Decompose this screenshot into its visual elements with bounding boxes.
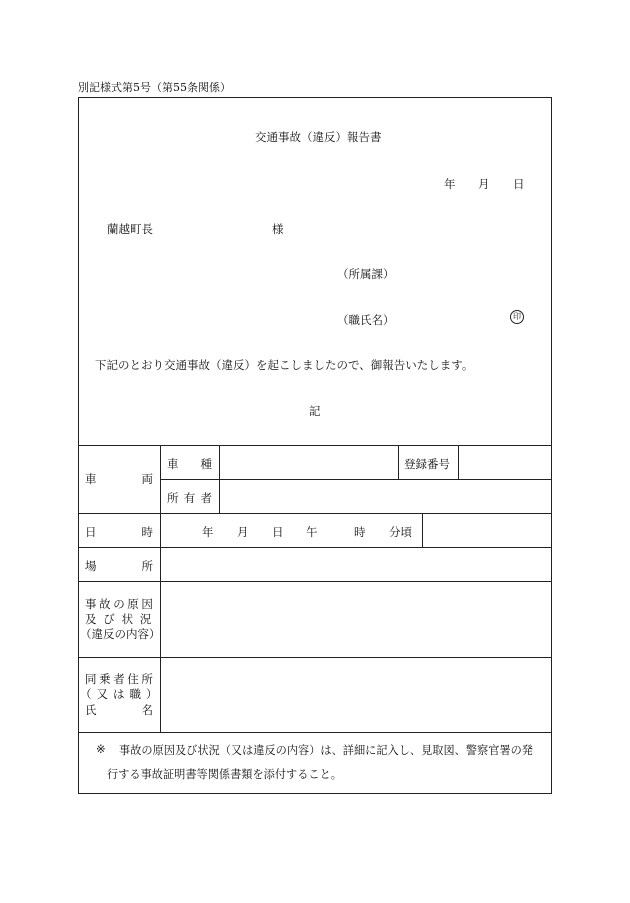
datetime-bottom-line — [78, 547, 552, 548]
owner-text-1: 所 — [167, 491, 179, 505]
datetime-end-line — [422, 513, 423, 547]
cause-label-line-2: 及び状況 — [85, 612, 159, 626]
place-label — [85, 558, 153, 574]
name-label: （職氏名） — [337, 313, 395, 327]
passenger-name-text-2: 名 — [141, 703, 153, 717]
registration-right-line — [458, 445, 459, 479]
passenger-label-line-3 — [85, 702, 153, 718]
page-title: 交通事故（違反）報告書 — [255, 130, 382, 144]
dt-month: 月 — [237, 525, 249, 539]
seal-mark: 印 — [510, 310, 524, 324]
form-id: 別記様式第5号（第55条関係） — [78, 81, 231, 94]
affiliation-label: （所属課） — [337, 267, 395, 281]
vehicle-type-text-1: 車 — [167, 457, 179, 471]
datetime-label — [85, 524, 153, 540]
statement: 下記のとおり交通事故（違反）を起こしましたので、御報告いたします。 — [95, 358, 474, 372]
date-day-label: 日 — [513, 177, 525, 191]
note-mark: ※ — [96, 742, 106, 756]
owner-label — [167, 490, 212, 506]
owner-text-2: 有 — [183, 491, 196, 505]
dt-minute: 分頃 — [389, 525, 412, 539]
passenger-label-line-2: （又は職） — [80, 687, 163, 701]
date-year-label: 年 — [444, 177, 456, 191]
place-text-2: 所 — [141, 559, 153, 573]
registration-left-line — [398, 445, 399, 479]
registration-label: 登録番号 — [404, 457, 450, 471]
vehicle-label-text-2: 両 — [141, 472, 153, 486]
place-text-1: 場 — [85, 559, 97, 573]
passenger-label-line-1: 同乗者住所 — [85, 672, 156, 686]
vehicle-type-label — [167, 456, 212, 472]
ki-mark: 記 — [309, 404, 321, 418]
addressee: 蘭越町長 — [107, 222, 153, 236]
table-top-line — [78, 445, 552, 446]
vehicle-type-text-2: 種 — [200, 457, 212, 471]
owner-text-3: 者 — [200, 491, 212, 505]
datetime-text-2: 時 — [141, 525, 153, 539]
passenger-bottom-line — [78, 732, 552, 733]
vehicle-label-text-1: 車 — [85, 472, 97, 486]
dt-year: 年 — [202, 525, 214, 539]
cause-label-line-1: 事故の原因 — [85, 597, 156, 611]
note-line-1: 事故の原因及び状況（又は違反の内容）は、詳細に記入し、見取図、警察官署の発 — [119, 744, 533, 757]
cause-label-line-3: （違反の内容） — [80, 627, 161, 641]
date-month-label: 月 — [478, 177, 490, 191]
cause-bottom-line — [78, 657, 552, 658]
honorific: 様 — [272, 222, 284, 236]
vehicle-sublabel-line — [219, 445, 220, 513]
place-bottom-line — [78, 581, 552, 582]
vehicle-bottom-line — [78, 513, 552, 514]
dt-day: 日 — [272, 525, 284, 539]
datetime-text-1: 日 — [85, 525, 97, 539]
note-line-2: 行する事故証明書等関係書類を添付すること。 — [107, 768, 342, 781]
passenger-name-text-1: 氏 — [85, 703, 97, 717]
dt-hour: 時 — [354, 525, 366, 539]
vehicle-label — [85, 471, 153, 487]
dt-ampm: 午 — [306, 525, 318, 539]
